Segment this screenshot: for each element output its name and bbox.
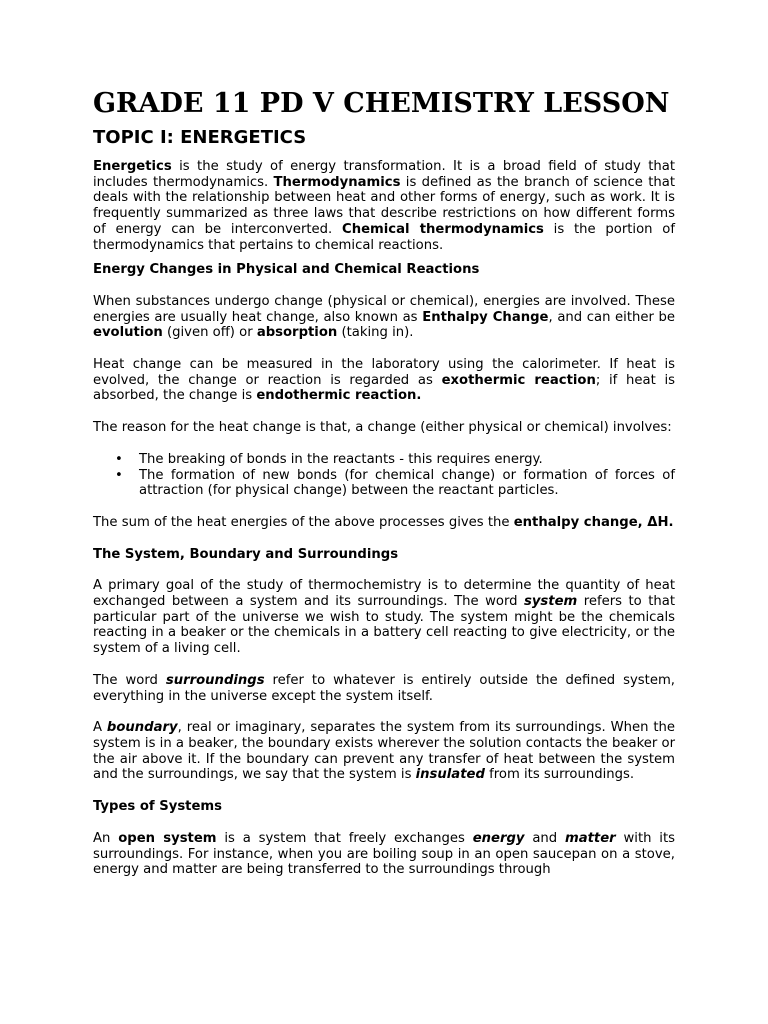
heat-change-reason-paragraph: The reason for the heat change is that, a change (either physical or chemical) involves: [93, 420, 672, 436]
system-paragraph: A primary goal of the study of thermochemistry is to determine the quantity of heat exchanged between a system and its surroundings. The word system refers to that particular part of the universe we wish to study. The system might be the chemicals reacting in a beaker or the chemicals in a battery cell reacting to give electricity, or the system of a living cell. [93, 578, 675, 657]
energy-changes-heading: Energy Changes in Physical and Chemical Reactions [93, 262, 480, 278]
list-item: • The formation of new bonds (for chemical change) or formation of forces of attraction (for physical change) between the reactant particles. [115, 467, 675, 499]
system-heading: The System, Boundary and Surroundings [93, 546, 399, 562]
bullet-icon: • [115, 451, 123, 467]
bullet-icon: • [115, 467, 123, 483]
open-system-paragraph: An open system is a system that freely exchanges energy and matter with its surroundings. For instance, when you are boiling soup in an open saucepan on a stove, energy and matter are being transferred to the surroundings through [93, 830, 675, 878]
types-heading: Types of Systems [93, 799, 223, 815]
calorimeter-paragraph: Heat change can be measured in the laboratory using the calorimeter. If heat is evolved, the change or reaction is regarded as exothermic reaction; if heat is absorbed, the change is endothermic reaction. [93, 357, 675, 404]
list-item: • The breaking of bonds in the reactants - this requires energy. [115, 451, 543, 467]
document-title: GRADE 11 PD V CHEMISTRY LESSON [93, 88, 670, 119]
topic-heading: TOPIC I: ENERGETICS [93, 127, 307, 148]
boundary-paragraph: A boundary, real or imaginary, separates the system from its surroundings. When the system is in a beaker, the boundary exists wherever the solution contacts the beaker or the air above it. If the boundary can prevent any transfer of heat between the system and the surroundings, we say that the system is insulated from its surroundings. [93, 720, 675, 783]
surroundings-paragraph: The word surroundings refer to whatever is entirely outside the defined system, everything in the universe except the system itself. [93, 672, 675, 704]
enthalpy-sum-paragraph: The sum of the heat energies of the above processes gives the enthalpy change, ΔH. [93, 514, 674, 530]
enthalpy-paragraph: When substances undergo change (physical or chemical), energies are involved. These energies are usually heat change, also known as Enthalpy Change, and can either be evolution (given off) or absorption (taking in). [93, 293, 676, 341]
document-page [93, 86, 675, 894]
bond-changes-list [93, 452, 675, 499]
intro-paragraph: Energetics is the study of energy transformation. It is a broad field of study that includes thermodynamics. Thermodynamics is defined as the branch of science that deals with the relationship between heat and other forms of energy, such as work. It is frequently summarized as three laws that describe restrictions on how different forms of energy can be interconverted. Chemical thermodynamics is the portion of thermodynamics that pertains to chemical reactions. [93, 159, 675, 253]
